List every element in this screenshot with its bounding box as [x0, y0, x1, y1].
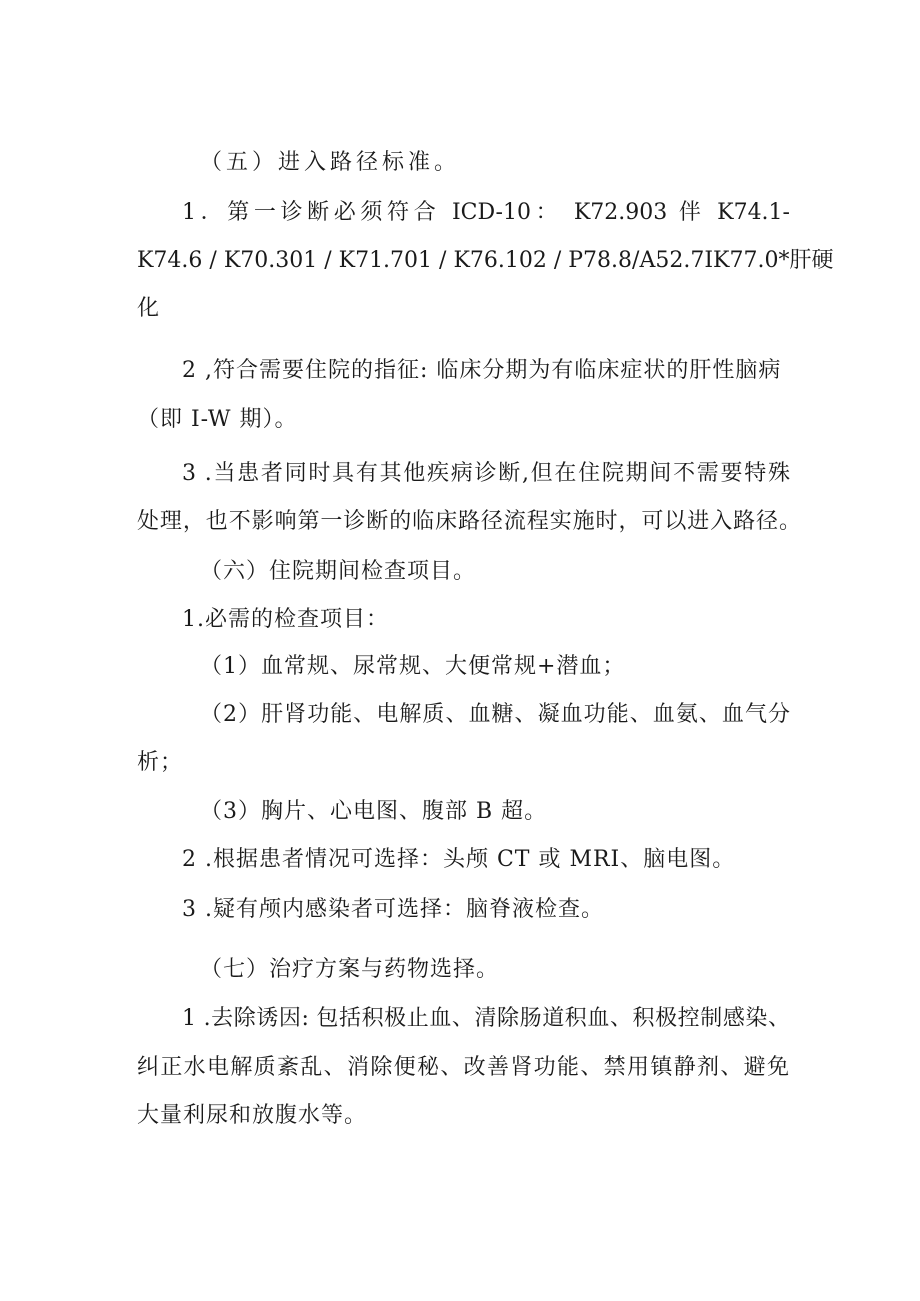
paragraph-line: 处理，也不影响第一诊断的临床路径流程实施时，可以进入路径。 — [137, 509, 801, 534]
section-heading-7: （七）治疗方案与药物选择。 — [200, 957, 500, 982]
list-item: （3）胸片、心电图、腹部 B 超。 — [200, 799, 548, 824]
paragraph-line: 纠正水电解质紊乱、消除便秘、改善肾功能、禁用镇静剂、避免 — [137, 1055, 789, 1080]
section-heading-6: （六）住院期间检查项目。 — [200, 559, 477, 584]
section-heading-5: （五）进入路径标准。 — [200, 150, 461, 175]
paragraph-line: 大量利尿和放腹水等。 — [137, 1103, 368, 1128]
paragraph-line: 3 .疑有颅内感染者可选择：脑脊液检查。 — [182, 897, 604, 922]
paragraph-line: 3 .当患者同时具有其他疾病诊断,但在住院期间不需要特殊 — [182, 461, 790, 486]
paragraph-line: 2 ,符合需要住院的指征: 临床分期为有临床症状的肝性脑病 — [182, 358, 782, 383]
list-item: （1）血常规、尿常规、大便常规+潜血； — [200, 654, 626, 679]
paragraph-line: 1．第一诊断必须符合 ICD-10： K72.903 伴 K74.1- — [182, 200, 790, 225]
paragraph-line: （即 I-W 期）。 — [137, 407, 298, 432]
paragraph-line: 1.必需的检查项目： — [182, 607, 389, 632]
paragraph-line: 1 .去除诱因: 包括积极止血、清除肠道积血、积极控制感染、 — [182, 1006, 790, 1031]
list-item: 析； — [137, 750, 184, 775]
paragraph-line: 化 — [137, 296, 161, 321]
paragraph-line: 2 .根据患者情况可选择：头颅 CT 或 MRI、脑电图。 — [182, 847, 736, 872]
paragraph-line: K74.6 / K70.301 / K71.701 / K76.102 / P78.8/A52.7IK77.0*肝硬 — [137, 248, 834, 273]
list-item: （2）肝肾功能、电解质、血糖、凝血功能、血氨、血气分 — [200, 702, 790, 727]
